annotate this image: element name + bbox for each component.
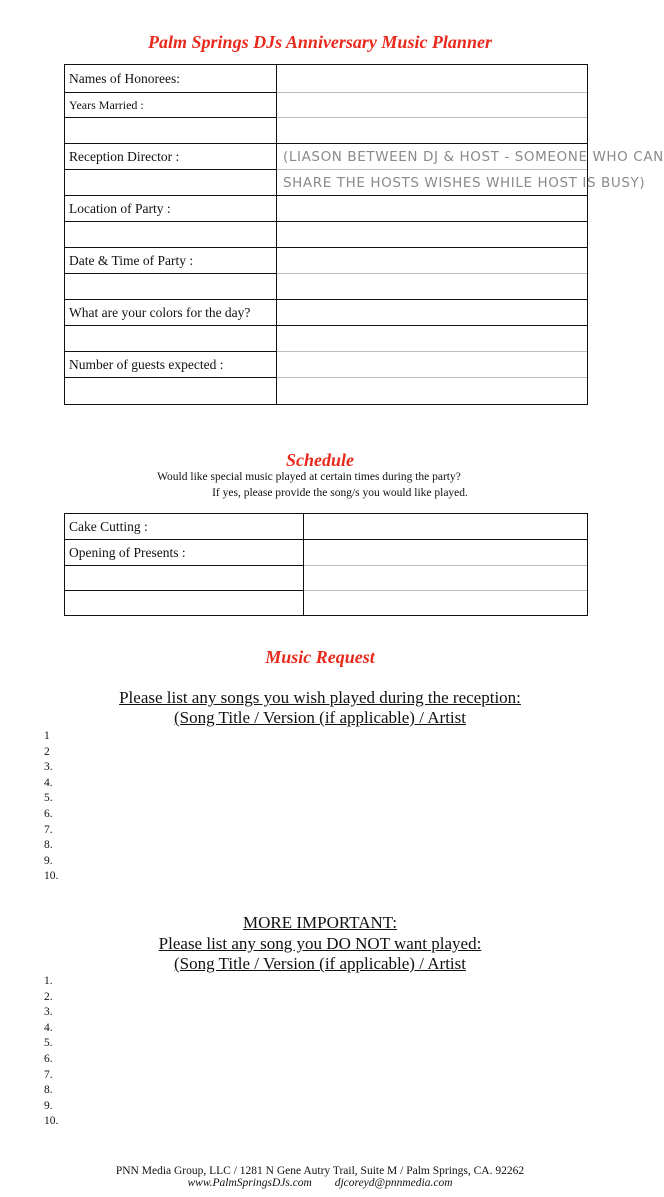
list-item[interactable]: 3. (44, 1006, 53, 1019)
guests-label: Number of guests expected : (65, 352, 277, 378)
guests-field[interactable] (277, 352, 588, 378)
request-subheading: (Song Title / Version (if applicable) / Artist (174, 708, 466, 727)
list-item[interactable]: 2. (44, 990, 53, 1003)
do-not-play-list (44, 974, 58, 1130)
footer (0, 1165, 640, 1189)
location-field[interactable] (277, 196, 588, 222)
list-item[interactable]: 8. (44, 839, 53, 852)
list-item[interactable]: 9. (44, 854, 53, 867)
blank-label-cell (65, 118, 277, 144)
date-time-field[interactable] (277, 248, 588, 274)
cake-cutting-field[interactable] (304, 514, 588, 540)
list-item[interactable]: 7. (44, 1068, 53, 1081)
blank-label-cell (65, 274, 277, 300)
music-request-title: Music Request (265, 647, 375, 667)
list-item[interactable]: 6. (44, 807, 53, 820)
footer-address: PNN Media Group, LLC / 1281 N Gene Autry Trail, Suite M / Palm Springs, CA. 92262 (115, 1165, 525, 1177)
years-married-field[interactable] (277, 93, 588, 118)
schedule-intro-line-2: If yes, please provide the song/s you would like played. (212, 487, 468, 499)
list-item[interactable]: 5. (44, 1037, 53, 1050)
list-item[interactable]: 4. (44, 1021, 53, 1034)
reception-director-label: Reception Director : (65, 144, 277, 170)
list-item[interactable]: 2 (44, 745, 50, 758)
do-not-play-heading: Please list any song you DO NOT want played: (158, 934, 482, 953)
email-link[interactable]: djcoreyd@pnnmedia.com (334, 1177, 453, 1189)
list-item[interactable]: 1 (44, 730, 50, 742)
opening-presents-label: Opening of Presents : (65, 540, 304, 566)
list-item[interactable]: 3. (44, 761, 53, 774)
schedule-intro-line-1: Would like special music played at certain times during the party? (157, 471, 461, 483)
list-item[interactable]: 10. (44, 1115, 59, 1128)
list-item[interactable]: 4. (44, 776, 53, 789)
page-title: Palm Springs DJs Anniversary Music Planner (148, 32, 492, 52)
opening-presents-field[interactable] (304, 540, 588, 566)
blank-label-cell (65, 326, 277, 352)
guests-extra-field[interactable] (277, 378, 588, 405)
schedule-title: Schedule (285, 450, 354, 470)
colors-label: What are your colors for the day? (65, 300, 277, 326)
schedule-extra-field-2[interactable] (304, 591, 588, 616)
years-married-label: Years Married : (65, 93, 277, 118)
list-item[interactable]: 9. (44, 1099, 53, 1112)
names-label: Names of Honorees: (65, 65, 277, 93)
blank-label-cell (65, 222, 277, 248)
names-extra-field[interactable] (277, 118, 588, 144)
director-note-line-2: SHARE THE HOSTS WISHES WHILE HOST IS BUSY) (277, 170, 588, 196)
list-item[interactable]: 6. (44, 1052, 53, 1065)
blank-label-cell (65, 170, 277, 196)
list-item[interactable]: 5. (44, 792, 53, 805)
date-time-extra-field[interactable] (277, 274, 588, 300)
list-item[interactable]: 7. (44, 823, 53, 836)
list-item[interactable]: 8. (44, 1084, 53, 1097)
schedule-form (64, 513, 588, 616)
cake-cutting-label: Cake Cutting : (65, 514, 304, 540)
more-important-heading: MORE IMPORTANT: (242, 913, 398, 932)
request-song-list (44, 729, 58, 885)
list-item[interactable]: 1. (44, 975, 53, 987)
location-label: Location of Party : (65, 196, 277, 222)
location-extra-field[interactable] (277, 222, 588, 248)
footer-links (0, 1177, 640, 1189)
do-not-play-subheading: (Song Title / Version (if applicable) / Artist (174, 954, 466, 973)
blank-label-cell (65, 378, 277, 405)
date-time-label: Date & Time of Party : (65, 248, 277, 274)
request-heading: Please list any songs you wish played during the reception: (119, 688, 521, 707)
colors-extra-field[interactable] (277, 326, 588, 352)
director-note-line-1: (LIASON BETWEEN DJ & HOST - SOMEONE WHO CAN (277, 144, 588, 170)
list-item[interactable]: 10. (44, 870, 59, 883)
blank-label-cell (65, 591, 304, 616)
website-link[interactable]: www.PalmSpringsDJs.com (187, 1177, 312, 1189)
schedule-extra-field-1[interactable] (304, 566, 588, 591)
names-field[interactable] (277, 65, 588, 93)
blank-label-cell (65, 566, 304, 591)
colors-field[interactable] (277, 300, 588, 326)
honorees-form (64, 64, 664, 405)
